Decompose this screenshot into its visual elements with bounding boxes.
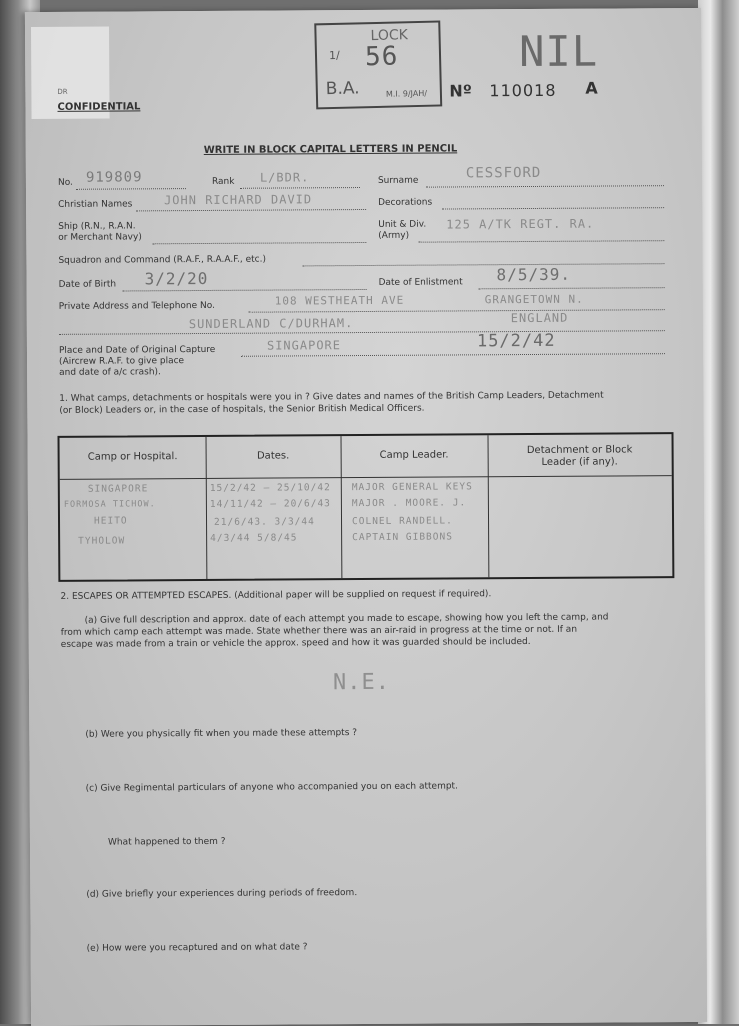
table-row-3-camp: HEITO (93, 515, 128, 527)
table-row-3-dates: 21/6/43. 3/3/44 (213, 516, 315, 528)
table-row-3-leader: COLNEL RANDELL. (351, 515, 453, 528)
ship-label-2: or Merchant Navy) (58, 232, 142, 243)
corner-mark: DR (57, 87, 68, 96)
decorations-label: Decorations (378, 197, 433, 208)
dob-value: 3/2/20 (144, 268, 209, 289)
no-label: No. (57, 177, 73, 188)
section1-line-1: 1. What camps, detachments or hospitals were you in ? Give dates and names of the British Camp Leaders, Detachment (59, 390, 604, 404)
nil-annotation: NIL (519, 26, 599, 77)
section2-a-line-2: from which camp each attempt was made. State whether there was an air-raid in progress at the time or not. If an (60, 624, 578, 638)
confidential-label: CONFIDENTIAL (57, 101, 141, 113)
surname-value: CESSFORD (465, 164, 542, 182)
table-row-1-leader: MAJOR GENERAL KEYS (351, 481, 473, 494)
table-row-4-camp: TYHOLOW (78, 535, 126, 547)
rank-value: L/BDR. (259, 170, 310, 185)
stamp (314, 20, 442, 109)
table-row-2-leader: MAJOR . MOORE. J. (351, 497, 467, 510)
surname-label: Surname (377, 175, 419, 186)
question-c-sub: What happened to them ? (107, 836, 226, 848)
christian-names-label: Christian Names (58, 199, 133, 210)
address-line-2: SUNDERLAND C/DURHAM. (188, 316, 354, 332)
dob-label: Date of Birth (58, 279, 117, 290)
form-sheet (25, 8, 707, 1026)
address-line-1: 108 WESTHEATH AVE (274, 293, 405, 308)
header-camp: Camp or Hospital. (87, 451, 178, 463)
squadron-label: Squadron and Command (R.A.F., R.A.A.F., etc.) (58, 254, 267, 266)
camps-table (57, 432, 674, 582)
stamp-number: 56 (364, 41, 399, 73)
number-label: Nº (449, 81, 472, 101)
capture-place: SINGAPORE (266, 338, 342, 353)
capture-label-2: (Aircrew R.A.F. to give place (59, 356, 185, 367)
rank-label: Rank (211, 176, 235, 187)
enlistment-label: Date of Enlistment (378, 277, 463, 288)
capture-label-3: and date of a/c crash). (59, 367, 161, 378)
no-value: 919809 (85, 169, 143, 186)
address-line-2b: ENGLAND (510, 310, 569, 326)
form-number: 110018 (489, 80, 557, 101)
table-row-4-dates: 4/3/44 5/8/45 (210, 532, 298, 544)
stamp-ref: M.I. 9/JAH/ (385, 88, 428, 99)
escape-answer: N.E. (332, 669, 391, 696)
capture-date: 15/2/42 (476, 330, 556, 352)
table-row-1-dates: 15/2/42 – 25/10/42 (209, 482, 331, 494)
unit-value: 125 A/TK REGT. RA. (446, 216, 595, 232)
christian-names-value: JOHN RICHARD DAVID (164, 192, 313, 208)
header-dates: Dates. (256, 450, 290, 462)
question-b: (b) Were you physically fit when you made these attempts ? (85, 728, 358, 740)
table-row-1-camp: SINGAPORE (87, 483, 149, 495)
section1-line-2: (or Block) Leaders or, in the case of hospitals, the Senior British Medical Officers. (59, 403, 425, 416)
table-row-2-camp: FORMOSA TICHOW. (63, 499, 156, 510)
unit-label-1: Unit & Div. (378, 219, 427, 230)
ship-label-1: Ship (R.N., R.A.N. (58, 221, 136, 232)
table-row-4-leader: CAPTAIN GIBBONS (352, 531, 453, 544)
header-camp-leader: Camp Leader. (379, 449, 449, 461)
capture-label-1: Place and Date of Original Capture (58, 344, 216, 356)
address-line-1b: GRANGETOWN N. (484, 292, 584, 307)
stamp-top: LOCK (370, 27, 409, 45)
form-title: WRITE IN BLOCK CAPITAL LETTERS IN PENCIL (203, 143, 458, 156)
header-detachment-2: Leader (if any). (541, 456, 618, 468)
address-label: Private Address and Telephone No. (58, 300, 215, 312)
stamp-initials: B.A. (325, 78, 360, 100)
unit-label-2: (Army) (378, 230, 410, 241)
question-c: (c) Give Regimental particulars of anyone who accompanied you on each attempt. (85, 781, 458, 794)
table-row-2-dates: 14/11/42 – 20/6/43 (209, 498, 331, 510)
form-number-suffix: A (585, 78, 598, 98)
section2-a-line-3: escape was made from a train or vehicle the approx. speed and how it was guarded should be included. (60, 636, 531, 650)
section2-a-line-1: (a) Give full description and approx. date of each attempt you made to escape, showing how you left the camp, and (84, 612, 609, 626)
enlistment-value: 8/5/39. (496, 264, 572, 285)
section2-heading: 2. ESCAPES OR ATTEMPTED ESCAPES. (Additional paper will be supplied on request if required). (60, 589, 492, 602)
header-detachment-1: Detachment or Block (526, 444, 633, 457)
question-d: (d) Give briefly your experiences during periods of freedom. (86, 888, 358, 900)
question-e: (e) How were you recaptured and on what date ? (86, 942, 308, 954)
stamp-sub: 1/ (328, 48, 340, 63)
